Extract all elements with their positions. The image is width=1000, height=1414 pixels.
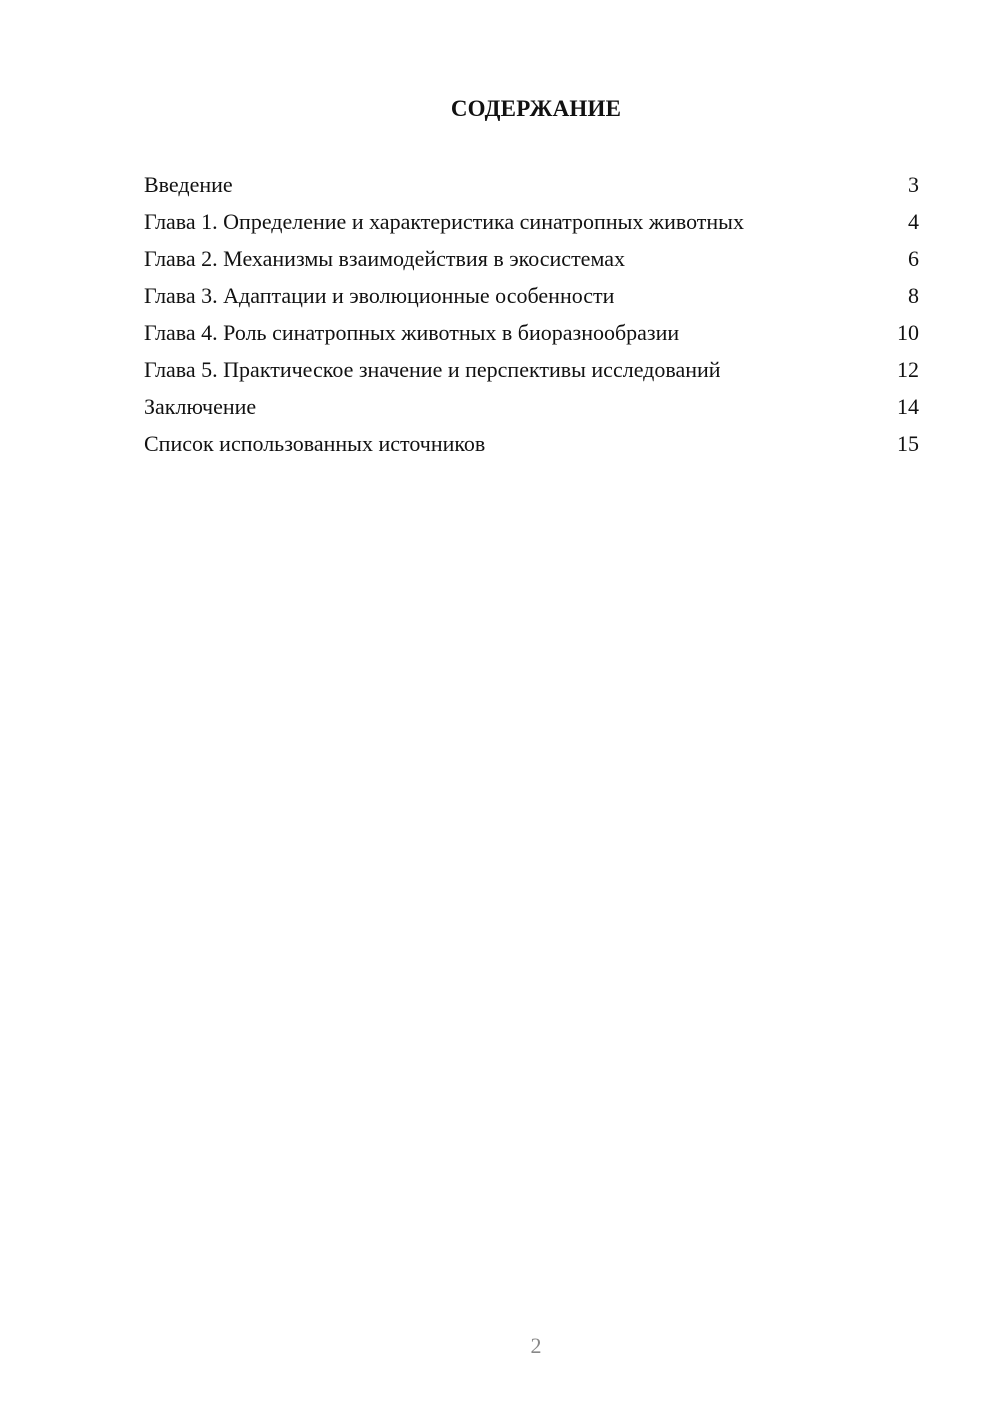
toc-entry-page: 6: [908, 246, 919, 271]
toc-entry-label: Список использованных источников: [144, 431, 486, 456]
toc-entry-label: Глава 5. Практическое значение и перспективы исследований: [144, 357, 721, 382]
toc-entry-page: 12: [897, 357, 919, 382]
toc-entry-label: Введение: [144, 172, 233, 197]
toc-title: СОДЕРЖАНИЕ: [450, 96, 622, 121]
toc-entry-page: 3: [908, 172, 919, 197]
toc-entry-page: 10: [897, 320, 919, 345]
page-number: 2: [530, 1333, 542, 1358]
toc-entry-page: 8: [908, 283, 919, 308]
toc-entry-page: 14: [897, 394, 919, 419]
toc-entry-page: 15: [897, 431, 919, 456]
toc-entry-chapter-2: [144, 246, 919, 272]
toc-entry-page: 4: [908, 209, 919, 234]
toc-entry-chapter-4: [144, 320, 919, 346]
toc-entry-conclusion: [144, 394, 919, 420]
toc-entry-chapter-3: [144, 283, 919, 309]
toc-entry-label: Глава 2. Механизмы взаимодействия в экосистемах: [144, 246, 625, 271]
toc-entry-label: Глава 4. Роль синатропных животных в биоразнообразии: [144, 320, 680, 345]
toc-entry-references: [144, 431, 919, 457]
table-of-contents: [144, 172, 919, 468]
toc-entry-label: Глава 3. Адаптации и эволюционные особенности: [144, 283, 615, 308]
toc-entry-chapter-1: [144, 209, 919, 235]
toc-entry-label: Глава 1. Определение и характеристика синатропных животных: [144, 209, 744, 234]
toc-entry-chapter-5: [144, 357, 919, 383]
toc-entry-label: Заключение: [144, 394, 257, 419]
toc-entry-introduction: [144, 172, 919, 198]
